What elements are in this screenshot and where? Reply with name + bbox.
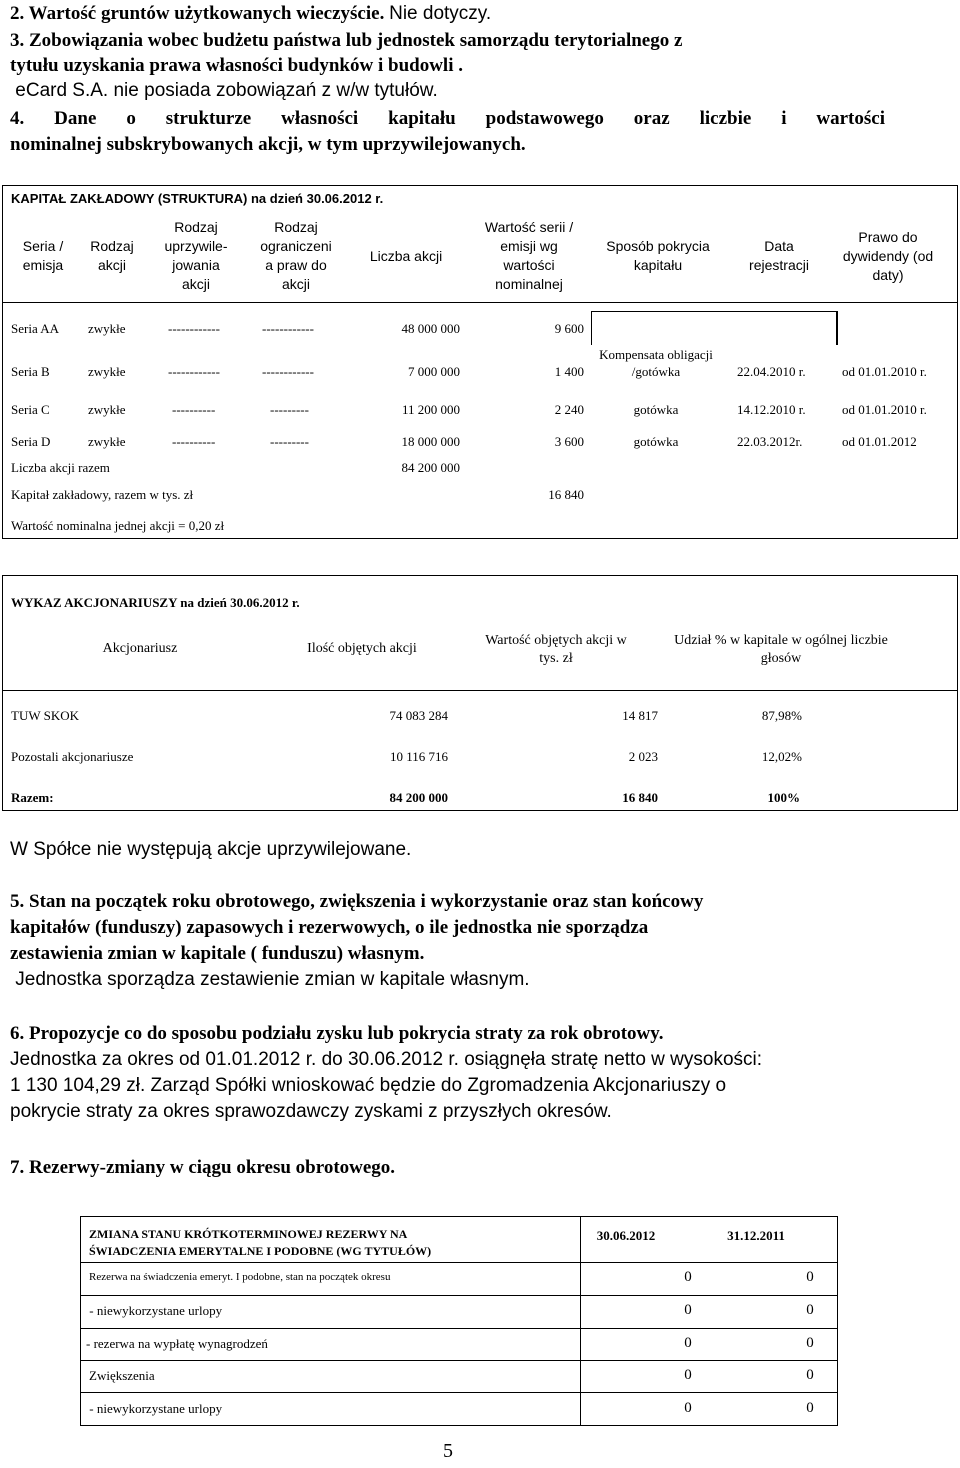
row-b-uprzyw: ------------ xyxy=(168,364,220,379)
row-aa-liczba: 48 000 000 xyxy=(401,321,460,336)
item5-line4: Jednostka sporządza zestawienie zmian w kapitale własnym. xyxy=(10,969,530,990)
no-preferred-shares: W Spółce nie występują akcje uprzywilejowane. xyxy=(10,839,412,860)
header-liczba: Liczba akcji xyxy=(369,247,443,264)
item4-line1: 4. Dane o strukturze własności kapitału podstawowego oraz liczbie i wartości xyxy=(10,108,885,129)
row-c-data: 14.12.2010 r. xyxy=(737,402,806,417)
row-c-seria: Seria C xyxy=(11,402,50,417)
row-b-liczba: 7 000 000 xyxy=(408,364,460,379)
reserve-row2-v2: 0 xyxy=(806,1302,814,1318)
item3-line3: eCard S.A. nie posiada zobowiązań z w/w tytułów. xyxy=(10,80,438,101)
reserve-title-line1: ZMIANA STANU KRÓTKOTERMINOWEJ REZERWY NA xyxy=(89,1227,408,1241)
item6-line1: 6. Propozycje co do sposobu podziału zysku lub pokrycia straty za rok obrotowy. xyxy=(10,1023,664,1044)
row-c-uprzyw: ---------- xyxy=(172,402,216,417)
sh-row2-name: Pozostali akcjonariusze xyxy=(11,749,134,764)
row-aa-ogran: ------------ xyxy=(262,321,314,336)
capital-header-divider xyxy=(2,302,958,303)
row-c-prawo: od 01.01.2010 r. xyxy=(842,402,927,417)
sh-total-name: Razem: xyxy=(11,790,54,805)
reserve-row-line-2 xyxy=(80,1295,838,1296)
reserve-row1-label: Rezerwa na świadczenia emeryt. I podobne, stan na początek okresu xyxy=(89,1271,391,1283)
header-sposob: Sposób pokrycia kapitału xyxy=(606,238,710,273)
row-b-prawo: od 01.01.2010 r. xyxy=(842,364,927,379)
reserve-title xyxy=(89,1226,431,1260)
row-aa-uprzyw: ------------ xyxy=(168,321,220,336)
row-aa-right-border xyxy=(837,311,838,345)
sh-row1-shares: 74 083 284 xyxy=(389,708,448,723)
row-b-wartosc: 1 400 xyxy=(554,364,584,379)
reserve-row1-v2: 0 xyxy=(806,1269,814,1285)
capital-table-title: KAPITAŁ ZAKŁADOWY (STRUKTURA) na dzień 30.06.2012 r. xyxy=(11,191,384,206)
reserve-row5-v2: 0 xyxy=(806,1400,814,1416)
reserve-row4-v1: 0 xyxy=(684,1367,692,1383)
row-d-uprzyw: ---------- xyxy=(172,434,216,449)
reserve-row3-v2: 0 xyxy=(806,1335,814,1351)
total-shares-value: 84 200 000 xyxy=(401,460,460,475)
reserve-row5-label: - niewykorzystane urlopy xyxy=(86,1401,223,1416)
sh-total-value: 16 840 xyxy=(622,790,658,805)
row-c-wartosc: 2 240 xyxy=(554,402,584,417)
row-aa-seria: Seria AA xyxy=(11,321,60,336)
item2-answer: Nie dotyczy. xyxy=(389,3,492,24)
reserve-row-line-5 xyxy=(80,1392,838,1393)
header-prawo: Prawo do dywidendy (od daty) xyxy=(842,228,934,283)
item3-line2: tytułu uzyskania prawa własności budynków i budowli . xyxy=(10,55,463,76)
sh-header-udzial: Udział % w kapitale w ogólnej liczbie głosów xyxy=(674,633,888,666)
reserve-row4-label: Zwiększenia xyxy=(89,1368,155,1383)
row-c-liczba: 11 200 000 xyxy=(401,402,460,417)
sh-header-ilosc: Ilość objętych akcji xyxy=(307,641,417,656)
reserve-row-line-1 xyxy=(80,1262,838,1263)
row-c-ogran: --------- xyxy=(270,402,309,417)
reserve-col-30062012: 30.06.2012 xyxy=(596,1228,656,1243)
sh-row2-shares: 10 116 716 xyxy=(389,749,448,764)
row-c-rodzaj: zwykłe xyxy=(88,402,126,417)
row-d-wartosc: 3 600 xyxy=(554,434,584,449)
row-d-sposob: gotówka xyxy=(633,434,679,449)
row-aa-empty-block xyxy=(591,311,837,345)
page-number: 5 xyxy=(443,1440,453,1462)
item6-line4: pokrycie straty za okres sprawozdawczy zyskami z przyszłych okresów. xyxy=(10,1101,612,1122)
item5-line3: zestawienia zmian w kapitale ( funduszu) własnym. xyxy=(10,943,425,964)
reserve-row4-v2: 0 xyxy=(806,1367,814,1383)
item7-heading: 7. Rezerwy-zmiany w ciągu okresu obrotowego. xyxy=(10,1157,396,1178)
row-d-liczba: 18 000 000 xyxy=(401,434,460,449)
row-d-prawo: od 01.01.2012 xyxy=(842,434,917,449)
row-b-rodzaj: zwykłe xyxy=(88,364,126,379)
header-ograniczenia: Rodzaj ograniczeni a praw do akcji xyxy=(260,219,332,292)
reserve-row1-v1: 0 xyxy=(684,1269,692,1285)
item4-line2: nominalnej subskrybowanych akcji, w tym uprzywilejowanych. xyxy=(10,134,526,155)
reserve-row2-label: - niewykorzystane urlopy xyxy=(86,1303,223,1318)
reserve-col-31122011: 31.12.2011 xyxy=(727,1228,785,1243)
row-b-seria: Seria B xyxy=(11,364,50,379)
row-b-data: 22.04.2010 r. xyxy=(737,364,806,379)
nominal-value-line: Wartość nominalna jednej akcji = 0,20 zł xyxy=(11,518,225,533)
sh-total-shares: 84 200 000 xyxy=(389,790,448,805)
total-capital-value: 16 840 xyxy=(548,487,584,502)
item2-line xyxy=(10,2,491,26)
row-aa-wartosc: 9 600 xyxy=(554,321,584,336)
total-capital-label: Kapitał zakładowy, razem w tys. zł xyxy=(11,487,194,502)
item3-line1: 3. Zobowiązania wobec budżetu państwa lub jednostek samorządu terytorialnego z xyxy=(10,30,683,51)
row-d-data: 22.03.2012r. xyxy=(737,434,803,449)
sh-row1-pct: 87,98% xyxy=(761,708,802,723)
header-data: Data rejestracji xyxy=(749,238,809,273)
header-seria: Seria / emisja xyxy=(22,238,64,273)
sh-total-pct: 100% xyxy=(767,790,800,805)
header-rodzaj: Rodzaj akcji xyxy=(90,238,134,273)
item6-line3: 1 130 104,29 zł. Zarząd Spółki wnioskować będzie do Zgromadzenia Akcjonariuszy o xyxy=(10,1075,727,1096)
reserve-row3-v1: 0 xyxy=(684,1335,692,1351)
row-aa-rodzaj: zwykłe xyxy=(88,321,126,336)
header-uprzywilejowanie: Rodzaj uprzywile-jowania akcji xyxy=(164,219,228,292)
row-c-sposob: gotówka xyxy=(633,402,679,417)
item6-line2: Jednostka za okres od 01.01.2012 r. do 30.06.2012 r. osiągnęła stratę netto w wysokości: xyxy=(10,1049,763,1070)
sh-row1-value: 14 817 xyxy=(622,708,658,723)
sh-header-akcjonariusz: Akcjonariusz xyxy=(102,641,178,656)
item5-line2: kapitałów (funduszy) zapasowych i rezerwowych, o ile jednostka nie sporządza xyxy=(10,917,649,938)
total-shares-label: Liczba akcji razem xyxy=(11,460,110,475)
reserve-row2-v1: 0 xyxy=(684,1302,692,1318)
reserve-row-line-3 xyxy=(80,1328,838,1329)
row-d-seria: Seria D xyxy=(11,434,51,449)
reserve-row-line-4 xyxy=(80,1360,838,1361)
shareholders-title: WYKAZ AKCJONARIUSZY na dzień 30.06.2012 r. xyxy=(11,595,300,610)
sh-row2-pct: 12,02% xyxy=(761,749,802,764)
sh-row1-name: TUW SKOK xyxy=(11,708,80,723)
row-b-ogran: ------------ xyxy=(262,364,314,379)
reserve-title-line2: ŚWIADCZENIA EMERYTALNE I PODOBNE (WG TYTUŁÓW) xyxy=(89,1244,432,1258)
reserve-row3-label: - rezerwa na wypłatę wynagrodzeń xyxy=(86,1336,268,1351)
reserve-col-divider xyxy=(580,1216,581,1426)
sh-header-divider xyxy=(2,690,958,691)
item2-heading: 2. Wartość gruntów użytkowanych wieczyście. xyxy=(10,3,385,24)
item5-line1: 5. Stan na początek roku obrotowego, zwiększenia i wykorzystanie oraz stan końcowy xyxy=(10,891,704,912)
row-d-ogran: --------- xyxy=(270,434,309,449)
row-b-sposob: Kompensata obligacji /gotówka xyxy=(599,347,713,379)
sh-row2-value: 2 023 xyxy=(628,749,658,764)
sh-header-wartosc: Wartość objętych akcji w tys. zł xyxy=(485,633,627,666)
header-wartosc: Wartość serii / emisji wg wartości nominalnej xyxy=(484,219,574,292)
reserve-row5-v1: 0 xyxy=(684,1400,692,1416)
row-d-rodzaj: zwykłe xyxy=(88,434,126,449)
